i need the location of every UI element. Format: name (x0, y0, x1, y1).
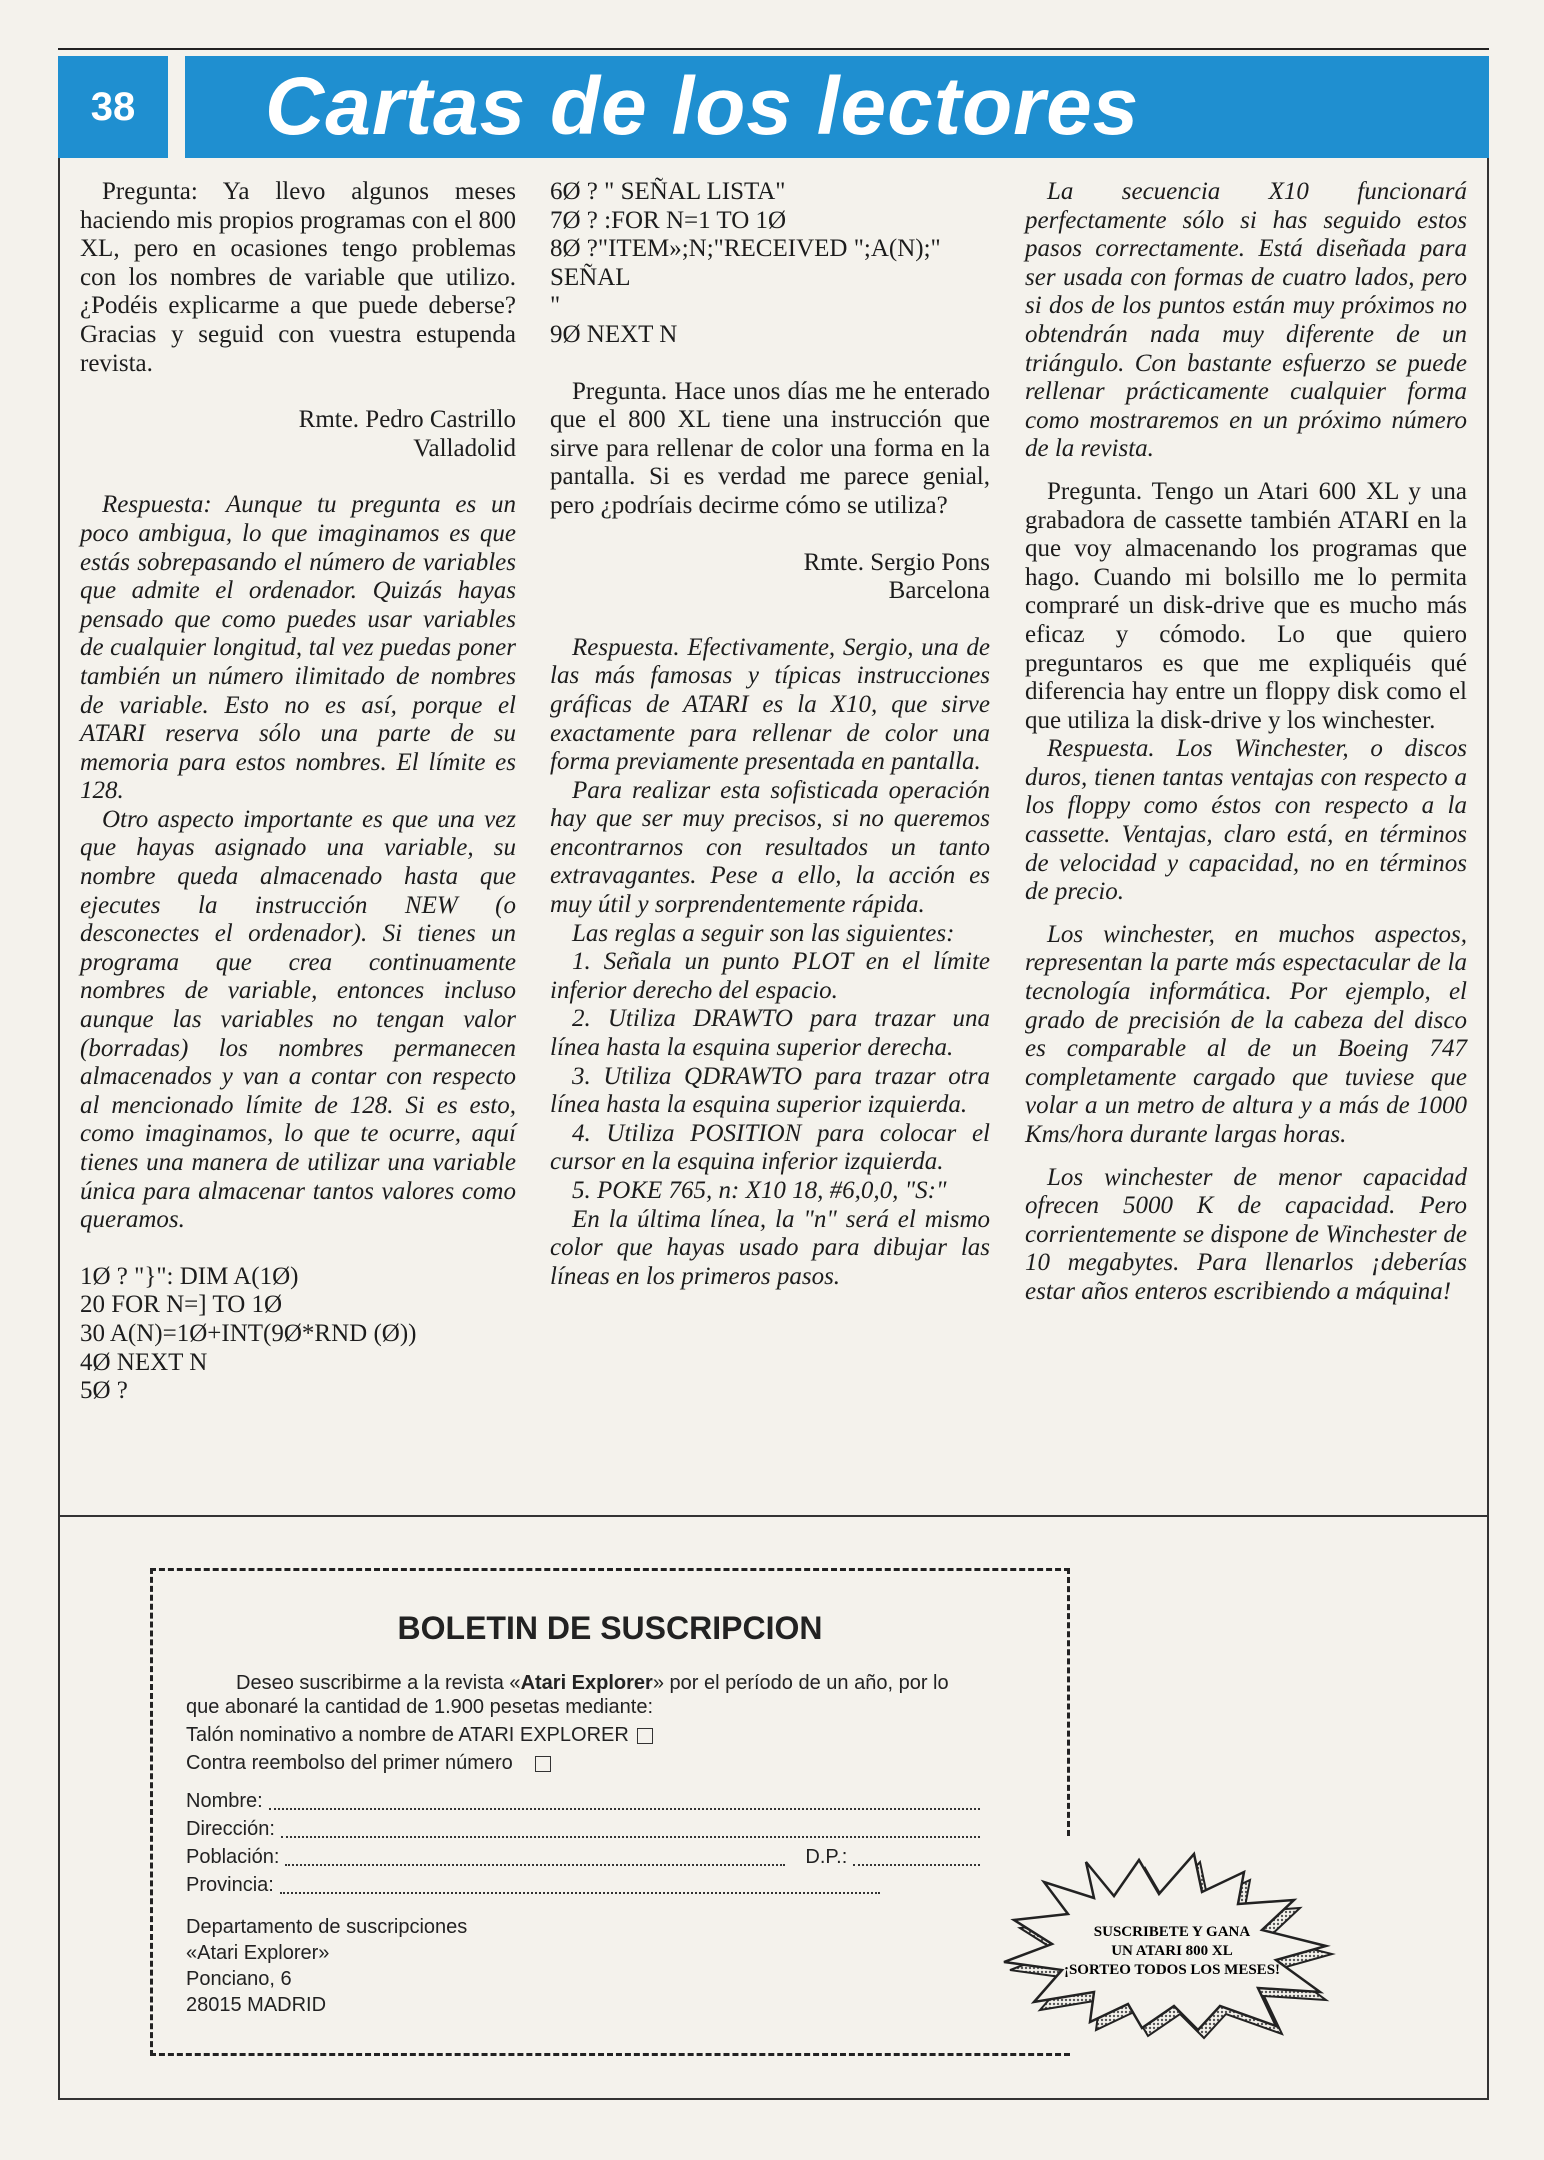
address-line-2: «Atari Explorer» (186, 1942, 330, 1964)
field-dp-line[interactable] (853, 1846, 980, 1866)
code-line: 4Ø NEXT N (80, 1348, 208, 1376)
question-2: Pregunta. Hace unos días me he enterado que el 800 XL tiene una instrucción que sirve para rellenar de color una forma en la pantalla. Si es verdad me parece genial, pero ¿podríais decirme cómo se utiliza? (550, 377, 990, 519)
code-line: 8Ø ?"ITEM»;N;"RECEIVED ";A(N);" (550, 235, 941, 263)
top-rule (58, 48, 1489, 50)
code-line: 30 A(N)=1Ø+INT(9Ø*RND (Ø)) (80, 1319, 417, 1347)
coupon-intro-text-2: » por el período de un año, por lo (652, 1672, 949, 1694)
code-line: 7Ø ? :FOR N=1 TO 1Ø (550, 206, 787, 234)
field-provincia-label: Provincia: (186, 1874, 274, 1896)
frame-left-rule (58, 158, 60, 2098)
answer-2-paragraph-3: Las reglas a seguir son las siguientes: (572, 919, 955, 947)
starburst-line-3: ¡SORTEO TODOS LOS MESES! (1063, 1962, 1281, 1978)
column-3 (1025, 178, 1467, 1307)
answer-1-paragraph-2: Otro aspecto importante es que una vez que hayas asignado una variable, su nombre queda almacenado hasta que ejecutes la instrucción NEW (o desconectes el ordenador). Si tienes un programa que crea continuamente nombres de variable, entonces incluso aunque las variables no tengan valor (borradas) los nombres permanecen almacenados y van a contar con respecto al mencionado límite de 128. Si es esto, como imaginamos, lo que te ocurre, aquí tienes una manera de utilizar una variable única para almacenar tantos valores como queramos. (80, 805, 516, 1234)
field-provincia-line[interactable] (280, 1874, 880, 1894)
code-line: 5Ø ? (80, 1377, 128, 1405)
rule-3: 3. Utiliza QDRAWTO para trazar otra línea hasta la esquina superior izquierda. (550, 1062, 990, 1119)
answer-2-paragraph-4: En la última línea, la "n" será el mismo color que hayas usado para dibujar las líneas en los primeros pasos. (550, 1205, 990, 1290)
field-direccion-label: Dirección: (186, 1818, 275, 1840)
field-nombre-line[interactable] (269, 1790, 980, 1810)
page-number: 38 (58, 56, 168, 158)
option-cheque-checkbox[interactable] (637, 1728, 653, 1744)
coupon-dashed-border-top (150, 1568, 1070, 1571)
starburst-line-1: SUSCRIBETE Y GANA (1093, 1924, 1251, 1940)
section-title (185, 56, 1489, 158)
field-provincia[interactable] (186, 1874, 880, 1896)
address-line-4: 28015 MADRID (186, 1994, 327, 2016)
coupon-dashed-border-right (1067, 1568, 1070, 1836)
coupon-intro (186, 1672, 1066, 1694)
coupon-intro-text: Deseo suscribirme a la revista « (236, 1672, 521, 1694)
starburst-badge (1000, 1850, 1340, 2040)
field-poblacion-label: Población: (186, 1846, 280, 1868)
coupon-title: BOLETIN DE SUSCRIPCION (397, 1610, 823, 1646)
option-cheque (186, 1724, 1066, 1746)
field-nombre-label: Nombre: (186, 1790, 263, 1812)
address-line-3: Ponciano, 6 (186, 1968, 292, 1990)
field-poblacion-line[interactable] (285, 1846, 785, 1866)
field-direccion[interactable] (186, 1818, 980, 1840)
rule-4: 4. Utiliza POSITION para colocar el cursor en la esquina inferior izquierda. (550, 1119, 990, 1176)
coupon-intro-line-2: que abonaré la cantidad de 1.900 pesetas mediante: (186, 1696, 654, 1718)
frame-bottom-rule (58, 2098, 1489, 2100)
option-cod-label: Contra reembolso del primer número (186, 1752, 513, 1774)
answer-2-paragraph-1: Respuesta. Efectivamente, Sergio, una de las más famosas y típicas instrucciones gráficas de ATARI es la X10, que sirve exactamente para rellenar de color una forma previamente presentada en pantalla. (550, 633, 990, 776)
signature-city-1: Valladolid (413, 434, 516, 462)
starburst-line-2: UN ATARI 800 XL (1111, 1943, 1233, 1959)
frame-right-rule (1487, 158, 1489, 2098)
column-2 (550, 178, 990, 1291)
signature-name-2: Rmte. Sergio Pons (803, 548, 990, 576)
field-poblacion[interactable] (186, 1846, 980, 1868)
rule-1: 1. Señala un punto PLOT en el límite inferior derecho del espacio. (550, 948, 990, 1004)
code-line: " (550, 292, 561, 320)
section-title-text: Cartas de los lectores (265, 61, 1140, 152)
option-cheque-label: Talón nominativo a nombre de ATARI EXPLORER (186, 1724, 629, 1746)
answer-3-paragraph-2: Los winchester, en muchos aspectos, representan la parte más espectacular de la tecnología informática. Por ejemplo, el grado de precisión de la cabeza del disco es comparable al de un Boeing 747 completamente cargado que tuviese que volar a un metro de altura y a más de 1000 Kms/hora durante largas horas. (1025, 920, 1467, 1148)
answer-2-paragraph-2: Para realizar esta sofisticada operación hay que ser muy precisos, si no queremos encontrarnos con resultados un tanto extravagantes. Pese a ello, la acción es muy útil y sorprendentemente rápida. (550, 776, 990, 919)
signature-city-2: Barcelona (888, 577, 990, 605)
coupon-dashed-border-bottom (150, 2053, 1070, 2056)
signature-name-1: Rmte. Pedro Castrillo (298, 406, 516, 434)
code-line: 20 FOR N=] TO 1Ø (80, 1291, 283, 1319)
coupon-intro-brand: Atari Explorer (520, 1672, 653, 1694)
code-line: 6Ø ? " SEÑAL LISTA" (550, 178, 786, 205)
answer-3-paragraph-3: Los winchester de menor capacidad ofrecen 5000 K de capacidad. Pero corrientemente se dispone de Winchester de 10 megabytes. Para llenarlos ¡deberías estar años enteros escribiendo a máquina! (1025, 1163, 1467, 1305)
question-1: Pregunta: Ya llevo algunos meses haciendo mis propios programas con el 800 XL, pero en ocasiones tengo problemas con los nombres de variable que utilizo. ¿Podéis explicarme a que puede deberse? Gracias y seguid con vuestra estupenda revista. (80, 178, 517, 377)
field-direccion-line[interactable] (281, 1818, 980, 1838)
field-nombre[interactable] (186, 1790, 980, 1812)
answer-3-paragraph-1: Respuesta. Los Winchester, o discos duros, tienen tantas ventajas con respecto a los floppy como éstos con respecto a la cassette. Ventajas, claro está, en términos de velocidad y capacidad, no en términos de precio. (1025, 735, 1467, 906)
subscription-coupon (150, 1568, 1070, 2056)
rule-2: 2. Utiliza DRAWTO para trazar una línea hasta la esquina superior derecha. (550, 1005, 990, 1062)
option-cod-checkbox[interactable] (535, 1756, 551, 1772)
code-line: SEÑAL (550, 263, 631, 291)
option-cod (186, 1752, 1066, 1774)
answer-2-paragraph-5: La secuencia X10 funcionará perfectamente sólo si has seguido estos pasos correctamente. Está diseñada para ser usada con formas de cuatro lados, pero si dos de los puntos están muy próximos no obtendrán nada muy diferente de un triángulo. Con bastante esfuerzo se puede rellenar prácticamente cualquier forma como mostraremos en un próximo número de la revista. (1025, 178, 1467, 463)
rule-5: 5. POKE 765, n: X10 18, #6,0,0, "S:" (572, 1177, 947, 1204)
field-dp-label: D.P.: (805, 1846, 848, 1868)
code-line: 9Ø NEXT N (550, 320, 678, 348)
address-line-1: Departamento de suscripciones (186, 1916, 468, 1938)
answer-1-paragraph-1: Respuesta: Aunque tu pregunta es un poco ambigua, lo que imaginamos es que estás sobrepasando el número de variables que admite el ordenador. Quizás hayas pensado que como puedes usar variables de cualquier longitud, tal vez puedas poner también un número ilimitado de nombres de variable. Esto no es así, porque el ATARI reserva sólo una parte de su memoria para estos nombres. El límite es 128. (80, 491, 516, 805)
column-1 (80, 178, 516, 1406)
code-line: 1Ø ? "}": DIM A(1Ø) (80, 1262, 299, 1290)
question-3: Pregunta. Tengo un Atari 600 XL y una grabadora de cassette también ATARI en la que voy almacenando los programas que hago. Cuando mi bolsillo me lo permita compraré un disk-drive que es mucho más eficaz y cómodo. Lo que quiero preguntaros es que me expliquéis qué diferencia hay entre un floppy disk como el que utiliza la disk-drive y los winchester. (1025, 477, 1467, 734)
frame-divider-rule (58, 1515, 1489, 1517)
